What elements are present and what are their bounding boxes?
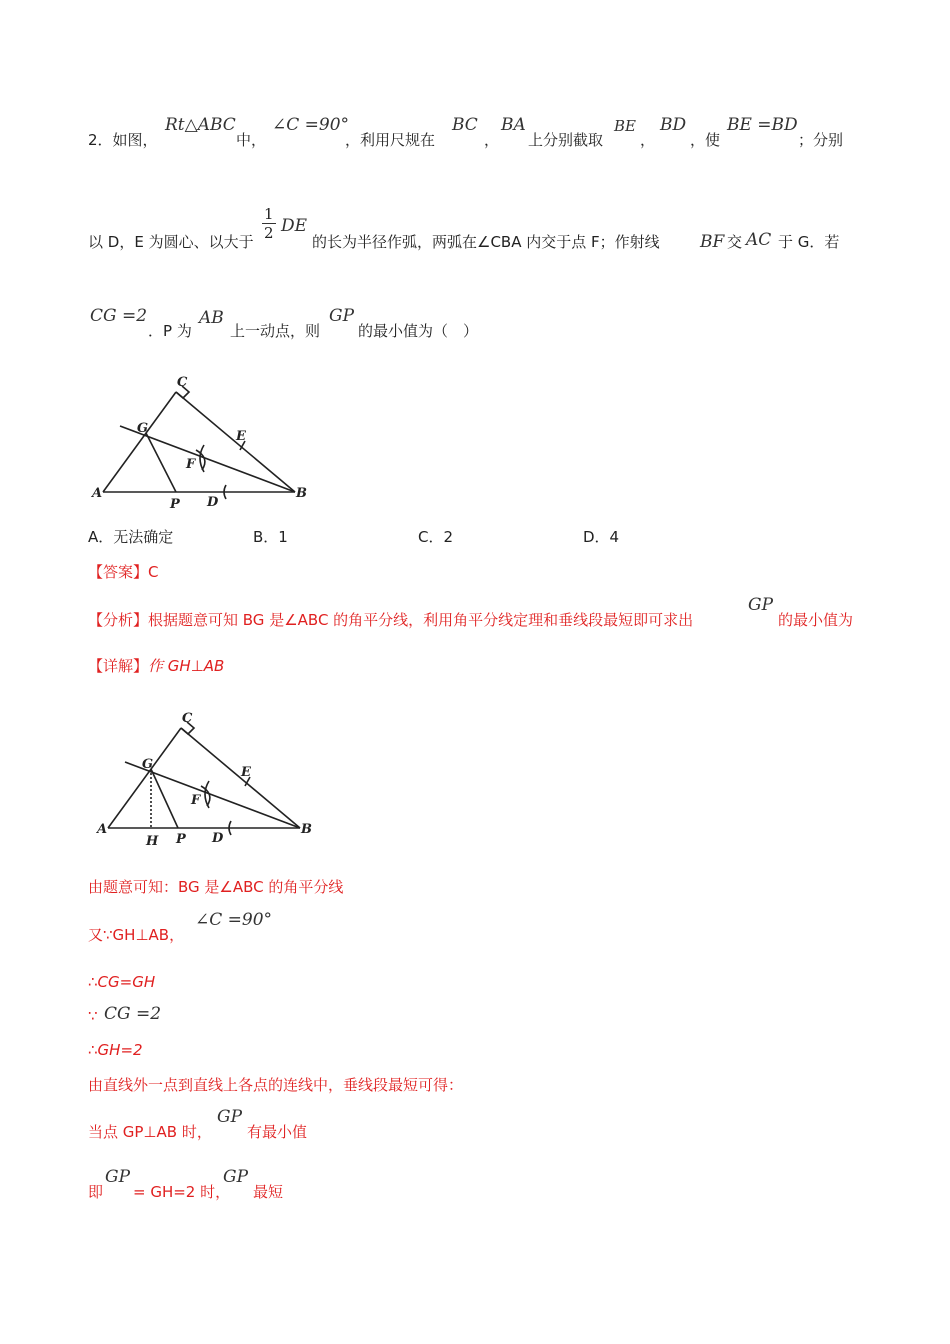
solution-line-5: ∴GH=2 <box>88 1041 143 1059</box>
option-d[interactable]: D．4 <box>583 528 620 546</box>
analysis-body: 根据题意可知 BG 是∠ABC 的角平分线，利用角平分线定理和垂线段最短即可求出 <box>148 611 694 629</box>
label-d: D <box>212 831 224 846</box>
text-zhong: 中， <box>236 131 267 149</box>
math-bd: BD <box>660 115 687 135</box>
math-de: DE <box>281 216 308 236</box>
answer-tag: 【答案】 <box>88 563 149 581</box>
solution-line-3: ∴CG=GH <box>88 973 156 991</box>
math-be: BE <box>614 117 636 135</box>
label-p: P <box>176 832 186 847</box>
label-h: H <box>146 834 159 849</box>
math-angle-c: ∠C =90° <box>272 115 350 135</box>
label-b: B <box>296 486 307 501</box>
math-cg-eq-2-solution: CG =2 <box>104 1004 162 1024</box>
text-line3-b: 上一动点，则 <box>230 322 321 340</box>
label-g: G <box>142 757 154 772</box>
math-ab: AB <box>199 308 224 328</box>
text-make: ，使 <box>690 131 721 149</box>
solution-line-8-mid: = GH=2 时， <box>133 1183 231 1201</box>
segment-ac <box>108 728 181 828</box>
answer-value: C <box>148 563 159 581</box>
solution-line-6: 由直线外一点到直线上各点的连线中，垂线段最短可得： <box>88 1076 464 1094</box>
option-a[interactable]: A．无法确定 <box>88 528 174 546</box>
solution-line-8-tail: 最短 <box>253 1183 284 1201</box>
math-gp: GP <box>329 306 355 326</box>
segment-ac <box>103 392 176 492</box>
math-bc: BC <box>452 115 478 135</box>
label-f: F <box>191 793 201 808</box>
math-bf: BF <box>700 232 725 252</box>
fraction-numerator: 1 <box>264 205 274 223</box>
text-line2-a: 以 D，E 为圆心、以大于 <box>88 233 254 251</box>
label-g: G <box>137 421 149 436</box>
label-a: A <box>92 486 103 501</box>
figure-triangle-2 <box>88 705 318 855</box>
math-gp-line8-2: GP <box>223 1167 249 1187</box>
fraction-denominator: 2 <box>264 224 274 242</box>
detail-tag: 【详解】 <box>88 657 149 675</box>
solution-line-7: 当点 GP⊥AB 时， <box>88 1123 212 1141</box>
answer-line <box>88 562 159 582</box>
text-line3-a: ．P 为 <box>148 322 192 340</box>
math-rt-triangle: Rt△ABC <box>165 115 236 135</box>
text-use-ruler: ，利用尺规在 <box>345 131 436 149</box>
text-jiao: 交 <box>727 233 743 251</box>
math-cg-eq-2: CG =2 <box>90 306 148 326</box>
detail-text: 作 GH⊥AB <box>148 657 225 675</box>
question-number: 2．如图， <box>88 131 158 149</box>
text-line2-c: 于 G．若 <box>778 233 840 251</box>
solution-line-7-tail: 有最小值 <box>247 1123 308 1141</box>
option-c[interactable]: C．2 <box>418 528 454 546</box>
text-comma: ， <box>484 131 500 149</box>
label-p: P <box>170 497 180 512</box>
label-e: E <box>236 429 246 444</box>
solution-line-4-because: ∵ <box>88 1007 98 1025</box>
text-cut-on: 上分别截取 <box>528 131 604 149</box>
label-b: B <box>301 822 312 837</box>
text-line3-c: 的最小值为（ ） <box>358 322 479 340</box>
solution-line-1: 由题意可知：BG 是∠ABC 的角平分线 <box>88 878 344 896</box>
analysis-tail: 的最小值为 <box>778 611 854 629</box>
math-gp-analysis: GP <box>748 595 774 615</box>
label-a: A <box>97 822 108 837</box>
segment-gp <box>151 769 178 828</box>
option-b[interactable]: B．1 <box>253 528 288 546</box>
solution-line-2: 又∵GH⊥AB， <box>88 926 185 944</box>
math-gp-line8: GP <box>105 1167 131 1187</box>
fraction-half <box>262 205 276 242</box>
solution-line-8-prefix: 即 <box>88 1183 104 1201</box>
math-gp-line7: GP <box>217 1107 243 1127</box>
label-f: F <box>186 457 196 472</box>
analysis-tag: 【分析】 <box>88 611 149 629</box>
detail-line <box>88 656 224 676</box>
label-d: D <box>207 495 219 510</box>
text-respectively: ；分别 <box>798 131 844 149</box>
math-ba: BA <box>501 115 526 135</box>
figure-triangle-1 <box>85 365 315 515</box>
label-e: E <box>241 765 251 780</box>
math-be-eq-bd: BE =BD <box>727 115 798 135</box>
math-angle-c-solution: ∠C =90° <box>195 910 273 930</box>
text-comma: ， <box>640 131 656 149</box>
analysis-text <box>88 610 693 630</box>
math-ac: AC <box>746 230 772 250</box>
text-line2-b: 的长为半径作弧，两弧在∠CBA 内交于点 F；作射线 <box>312 233 660 251</box>
label-c: C <box>177 375 188 390</box>
label-c: C <box>182 711 193 726</box>
